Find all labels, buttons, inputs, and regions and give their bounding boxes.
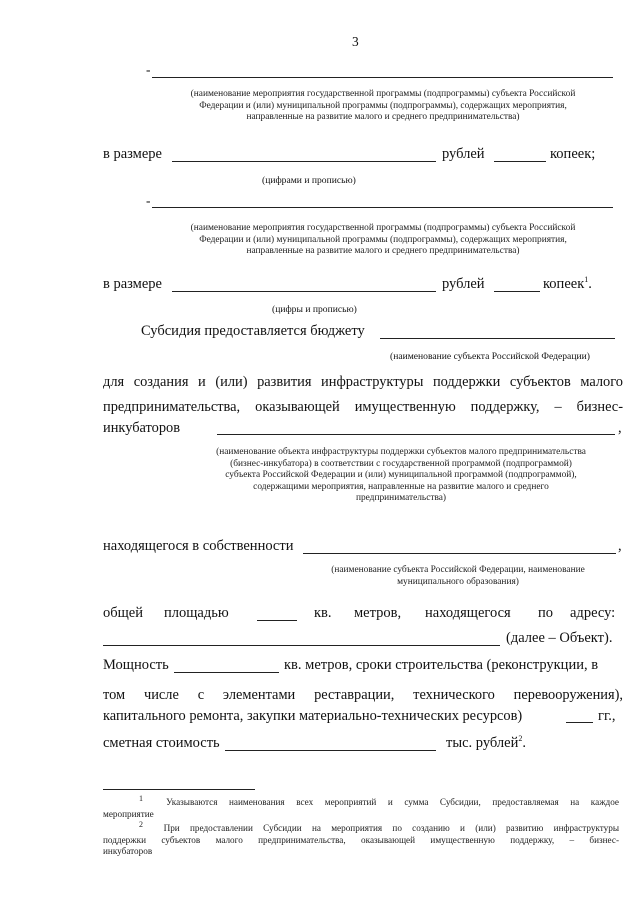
owner-name-line[interactable] — [303, 553, 616, 554]
kopecks-label: копеек; — [550, 146, 596, 162]
activity-name-line[interactable] — [152, 77, 613, 78]
cost-unit: тыс. рублей$^2$. — [446, 734, 526, 751]
size-label: в размере — [103, 146, 162, 162]
amount-line[interactable] — [172, 291, 436, 292]
years-label: гг., — [598, 708, 616, 724]
area-word: общей — [103, 605, 143, 621]
capacity-line-3: капитального ремонта, закупки материально-технических ресурсов) — [103, 708, 523, 724]
capacity-value-line[interactable] — [174, 672, 279, 673]
address-line[interactable] — [103, 645, 500, 646]
comma: , — [618, 420, 622, 436]
kopecks-line[interactable] — [494, 291, 540, 292]
rubles-label: рублей — [442, 276, 485, 292]
comma: , — [618, 538, 622, 554]
cost-value-line[interactable] — [225, 750, 436, 751]
subsidy-label: Субсидия предоставляется бюджету — [141, 323, 365, 339]
area-value-line[interactable] — [257, 620, 297, 621]
footnote-separator — [103, 789, 255, 790]
ownership-label: находящегося в собственности — [103, 538, 294, 554]
object-designation: (далее – Объект). — [506, 630, 613, 646]
footnote-ref-2: 2 — [518, 734, 523, 744]
footnote-1: $^1$ Указываются наименования всех мероприятий и сумма Субсидии, предоставляемая на каждое мероприятие — [103, 793, 619, 819]
amount-line[interactable] — [172, 161, 436, 162]
cost-label: сметная стоимость — [103, 735, 220, 751]
infra-line-2: предпринимательства, оказывающей имущественную поддержку, – бизнес- — [103, 399, 623, 415]
amount-caption: (цифрами и прописью) — [262, 175, 356, 186]
capacity-label: Мощность — [103, 657, 169, 673]
amount-caption: (цифры и прописью) — [272, 304, 357, 315]
area-word: площадью — [164, 605, 229, 621]
list-dash: - — [146, 62, 151, 77]
incubator-caption: (наименование объекта инфраструктуры поддержки субъектов малого предпринимательства (бизнес-инкубатора) в соответствии с государственной программой (подпрограммой) субъекта Российской Федерации и (или) муниципальной программой (подпрограммой), содержащими мероприятия, направленные на развитие малого и среднего предпринимательства) — [216, 447, 586, 504]
budget-recipient-caption: (наименование субъекта Российской Федерации) — [390, 351, 590, 362]
area-word: адресу: — [570, 605, 616, 621]
page-number: 3 — [352, 34, 359, 49]
kopecks-line[interactable] — [494, 161, 546, 162]
area-word: по — [538, 605, 554, 621]
capacity-line-2: том числе с элементами реставрации, технического перевооружения), — [103, 687, 623, 703]
footnote-2: $^2$ При предоставлении Субсидии на мероприятия по созданию и (или) развитию инфраструктуры поддержки субъектов малого предпринимательства, оказывающей имущественную поддержку, – бизнес- инкубаторов — [103, 819, 620, 856]
activity-name-caption: (наименование мероприятия государственной программы (подпрограммы) субъекта Российской Федерации и (или) муниципальной программы (подпрограммы), содержащих мероприятия, направленные на развитие малого и среднего предпринимательства) — [190, 89, 576, 123]
kopecks-label: копеек$^1$. — [543, 275, 592, 292]
infra-line-1: для создания и (или) развития инфраструктуры поддержки субъектов малого — [103, 374, 623, 390]
owner-caption: (наименование субъекта Российской Федерации, наименование муниципального образования) — [331, 565, 585, 587]
budget-recipient-line[interactable] — [380, 338, 615, 339]
years-line[interactable] — [566, 722, 593, 723]
list-dash: - — [146, 193, 151, 208]
activity-name-caption: (наименование мероприятия государственной программы (подпрограммы) субъекта Российской Федерации и (или) муниципальной программы (подпрограммы), содержащих мероприятия, направленные на развитие малого и среднего предпринимательства) — [190, 223, 576, 257]
capacity-rest: кв. метров, сроки строительства (реконструкции, в — [284, 657, 599, 673]
footnote-ref-1: 1 — [584, 275, 589, 285]
area-word: находящегося — [425, 605, 511, 621]
area-word: метров, — [354, 605, 402, 621]
size-label: в размере — [103, 276, 162, 292]
area-word: кв. — [314, 605, 332, 621]
rubles-label: рублей — [442, 146, 485, 162]
activity-name-line[interactable] — [152, 207, 613, 208]
incubator-name-line[interactable] — [217, 434, 615, 435]
infra-line-3: инкубаторов — [103, 420, 181, 436]
